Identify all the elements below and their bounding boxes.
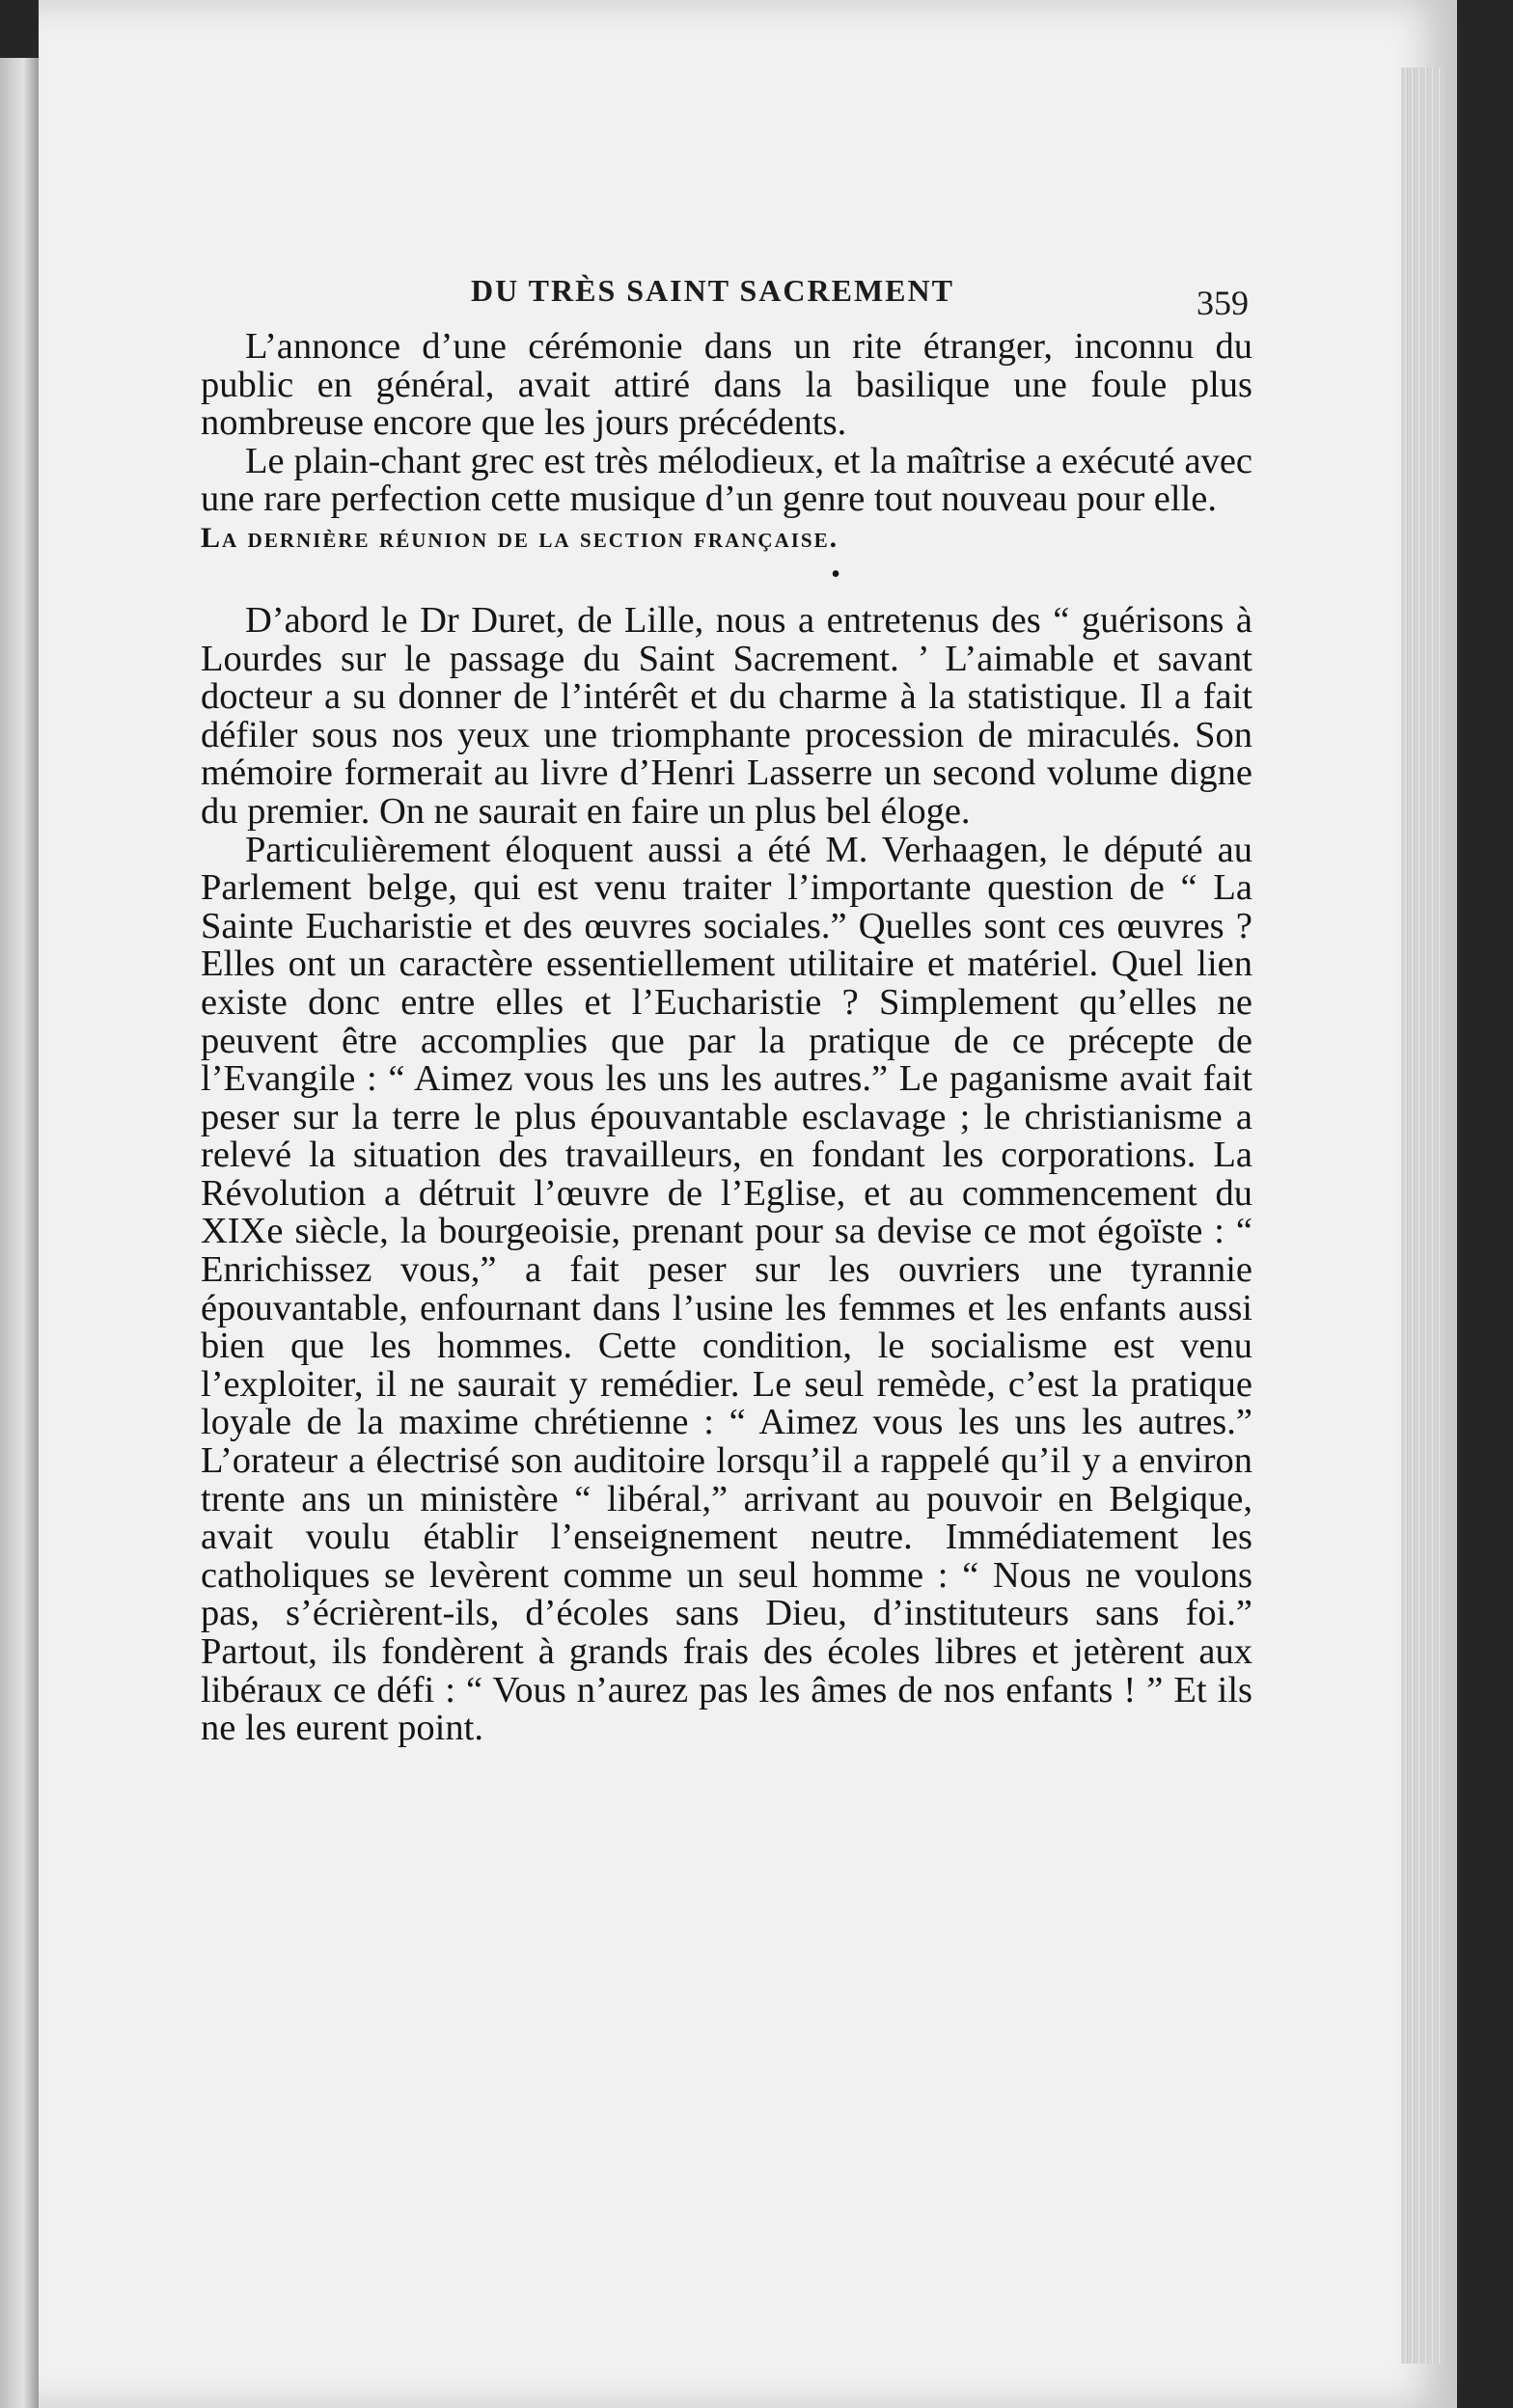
page-body	[201, 328, 1252, 1748]
section-heading: La dernière réunion de la section française.	[201, 521, 839, 554]
page-edges	[1401, 68, 1444, 2364]
section-separator: •	[831, 559, 840, 589]
paragraph: L’annonce d’une cérémonie dans un rite étranger, inconnu du public en général, avait attiré dans la basilique une foule plus nombreuse encore que les jours précédents.	[201, 326, 1252, 444]
book-page	[39, 0, 1457, 2408]
paragraph: D’abord le Dr Duret, de Lille, nous a entretenus des “ guérisons à Lourdes sur le passage du Saint Sacrement. ’ L’aimable et savant docteur a su donner de l’intérêt et du charme à la statistique. Il a fait défiler sous nos yeux une triomphante procession de miraculés. Son mémoire formerait au livre d’Henri Lasserre un second volume digne du premier. On ne saurait en faire un plus bel éloge.	[201, 599, 1252, 832]
running-head: DU TRÈS SAINT SACREMENT	[471, 273, 954, 308]
paragraph: Particulièrement éloquent aussi a été M. Verhaagen, le député au Parlement belge, qui est venu traiter l’importante question de “ La Sainte Eucharistie et des œuvres sociales.” Quelles sont ces œuvres ? Elles ont un caractère essentiellement utilitaire et matériel. Quel lien existe donc entre elles et l’Eucharistie ? Simplement qu’elles ne peuvent être accomplies que par la pratique de ce précepte de l’Evangile : “ Aimez vous les uns les autres.” Le paganisme avait fait peser sur la terre le plus épouvantable esclavage ; le christianisme a relevé la situation des travailleurs, en fondant les corporations. La Révolution a détruit l’œuvre de l’Eglise, et au commencement du XIXe siècle, la bourgeoisie, prenant pour sa devise ce mot égoïste : “ Enrichissez vous,” a fait peser sur les ouvriers une tyrannie épouvantable, enfournant dans l’usine les femmes et les enfants aussi bien que les hommes. Cette condition, le socialisme est venu l’exploiter, il ne saurait y remédier. Le seul remède, c’est la pratique loyale de la maxime chrétienne : “ Aimez vous les uns les autres.” L’orateur a électrisé son auditoire lorsqu’il a rappelé qu’il y a environ trente ans un ministère “ libéral,” arrivant au pouvoir en Belgique, avait voulu établir l’enseignement neutre. Immédiatement les catholiques se levèrent comme un seul homme : “ Nous ne voulons pas, s’écrièrent-ils, d’écoles sans Dieu, d’instituteurs sans foi.” Partout, ils fondèrent à grands frais des écoles libres et jetèrent aux libéraux ce défi : “ Vous n’aurez pas les âmes de nos enfants ! ” Et ils ne les eurent point.	[201, 829, 1252, 1749]
page-number: 359	[1197, 284, 1249, 322]
paragraph: Le plain-chant grec est très mélodieux, et la maîtrise a exécuté avec une rare perfection cette musique d’un genre tout nouveau pour elle.	[201, 440, 1252, 520]
page-header	[471, 265, 1281, 322]
facing-page-edge	[0, 58, 39, 2408]
